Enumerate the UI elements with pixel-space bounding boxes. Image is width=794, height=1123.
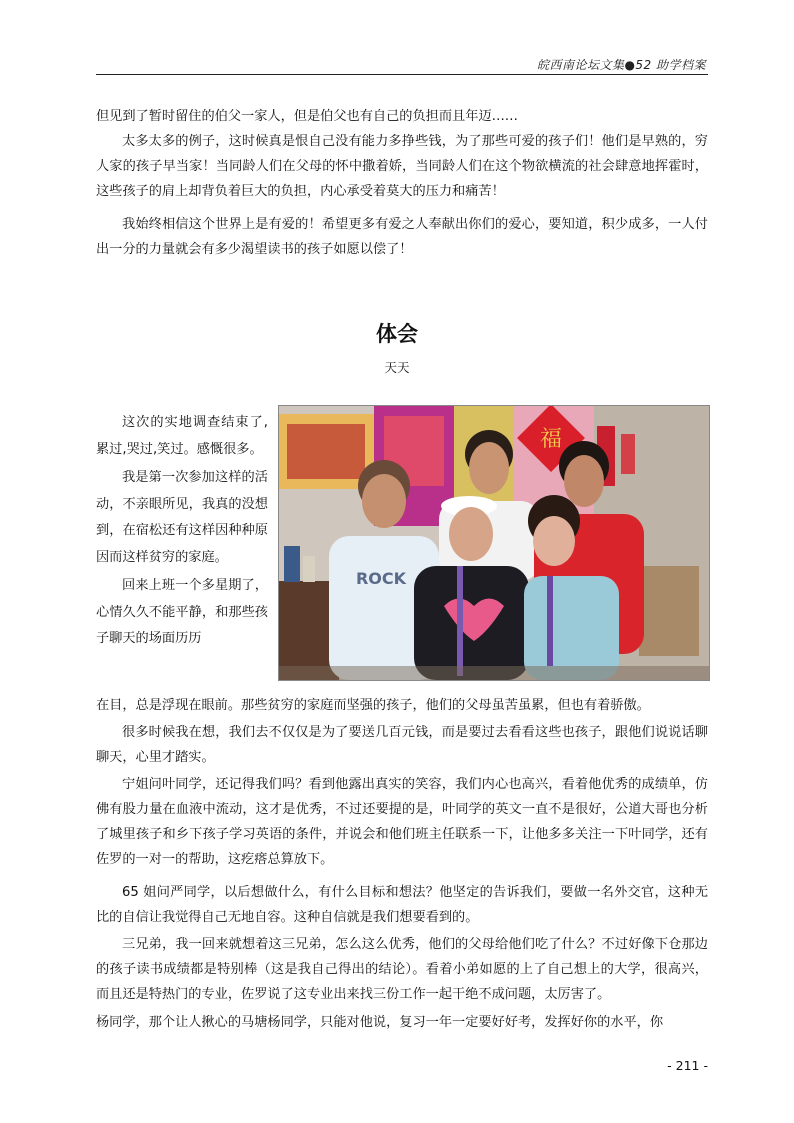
paragraph: 我是第一次参加这样的活动，不亲眼所见，我真的没想到，在宿松还有这样因种种原因而这样贫穷的家庭。 [96, 470, 268, 565]
float-text-column [96, 410, 268, 653]
page-number: - 211 - [667, 1058, 708, 1073]
fu-character: 福 [539, 427, 563, 452]
paragraph: 但见到了暂时留住的伯父一家人，但是伯父也有自己的负担而且年迈…… [96, 109, 518, 124]
paragraph: 三兄弟，我一回来就想着这三兄弟，怎么这么优秀，他们的父母给他们吃了什么？不过好像下仓那边的孩子读书成绩都是特别棒（这是我自己得出的结论）。看着小弟如愿的上了自己想上的大学，很高兴，而且还是特热门的专业，佐罗说了这专业出来找三份工作一起干绝不成问题，太厉害了。 [96, 937, 708, 1002]
paragraph: 回来上班一个多星期了，心情久久不能平静，和那些孩子聊天的场面历历 [96, 578, 268, 646]
paragraph: 65 姐问严同学，以后想做什么，有什么目标和想法？他坚定的告诉我们，要做一名外交官，这种无比的自信让我觉得自己无地自容。这种自信就是我们想要看到的。 [96, 885, 708, 925]
group-photo [278, 405, 710, 681]
paragraph: 宁姐问叶同学，还记得我们吗？看到他露出真实的笑容，我们内心也高兴，看着他优秀的成绩单，仿佛有股力量在血液中流动，这才是优秀，不过还要提的是，叶同学的英文一直不是很好，公道大哥也分析了城里孩子和乡下孩子学习英语的条件，并说会和他们班主任联系一下，让他多多关注一下叶同学，还有佐罗的一对一的帮助，这疙瘩总算放下。 [96, 777, 708, 867]
shirt-text: ROCK [355, 569, 407, 588]
paragraph: 杨同学，那个让人揪心的马塘杨同学，只能对他说，复习一年一定要好好考，发挥好你的水平，你 [96, 1015, 664, 1030]
article-title: 体会 [376, 321, 418, 346]
running-header [96, 54, 708, 75]
paragraph: 在目，总是浮现在眼前。那些贫穷的家庭而坚强的孩子，他们的父母虽苦虽累，但也有着骄傲。 [96, 698, 650, 713]
header-title: 皖西南论坛文集●52 助学档案 [536, 58, 706, 72]
article-author: 天天 [384, 360, 410, 375]
paragraph: 太多太多的例子，这时候真是恨自己没有能力多挣些钱，为了那些可爱的孩子们！他们是早熟的，穷人家的孩子早当家！当同龄人们在父母的怀中撒着娇，当同龄人们在这个物欲横流的社会肆意地挥霍时，这些孩子的肩上却背负着巨大的负担，内心承受着莫大的压力和痛苦！ [96, 134, 708, 199]
paragraph: 这次的实地调查结束了,累过,哭过,笑过。感慨很多。 [96, 415, 268, 457]
paragraph: 很多时候我在想，我们去不仅仅是为了要送几百元钱，而是要过去看看这些也孩子，跟他们说说话聊聊天，心里才踏实。 [96, 725, 708, 765]
paragraph: 我始终相信这个世界上是有爱的！希望更多有爱之人奉献出你们的爱心，要知道，积少成多，一人付出一分的力量就会有多少渴望读书的孩子如愿以偿了！ [96, 217, 708, 257]
